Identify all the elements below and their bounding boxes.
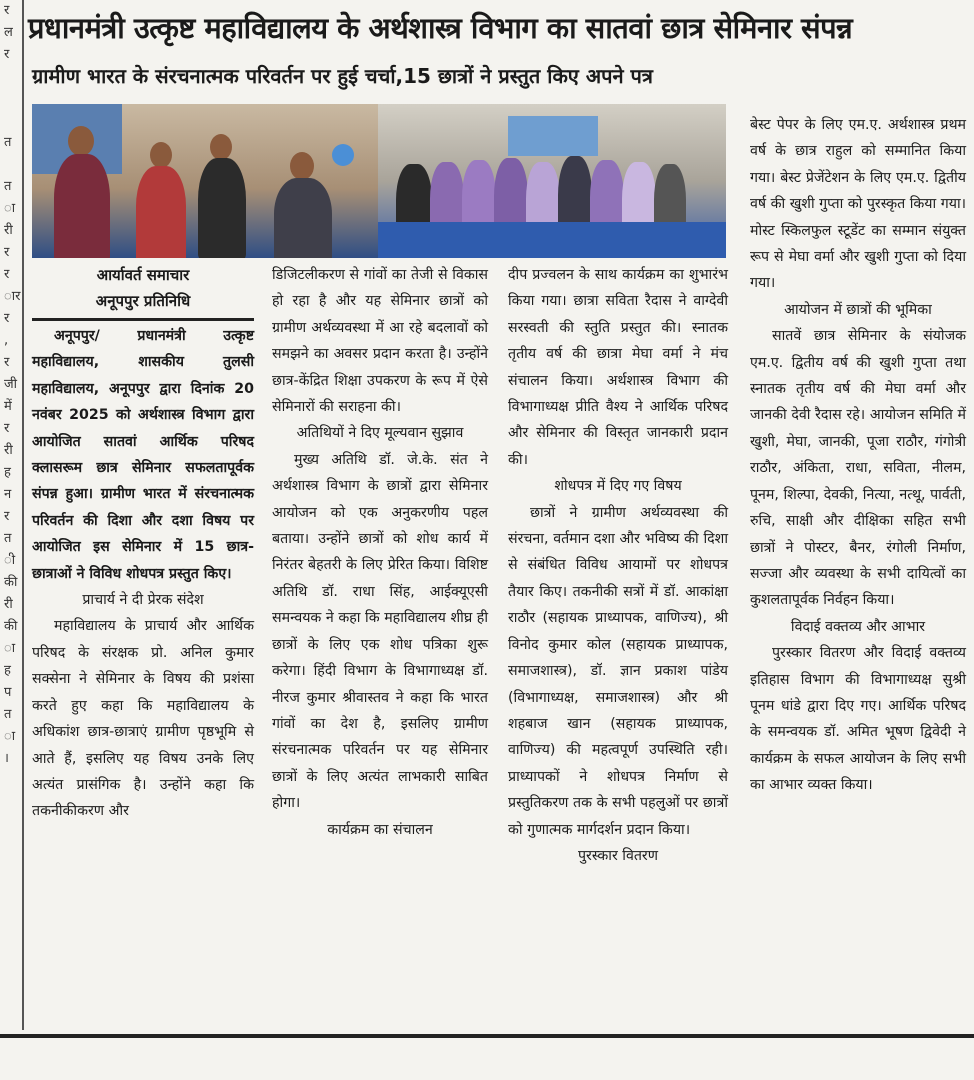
fragment-char: त <box>4 135 12 150</box>
fragment-char: की <box>4 619 18 634</box>
fragment-char <box>0 154 22 176</box>
section-subheading: आयोजन में छात्रों की भूमिका <box>784 301 932 318</box>
body-paragraph: मुख्य अतिथि डॉ. जे.के. संत ने अर्थशास्त्र विभाग के छात्रों द्वारा सेमिनार आयोजन को एक अनुकरणीय पहल बताया। उन्होंने छात्रों को शोध कार्य में निरंतर बेहतरी के लिए प्रेरित किया। विशिष्ट अतिथि डॉ. राधा सिंह, आईक्यूएसी समन्वयक ने कहा कि महाविद्यालय शीघ्र ही छात्रों के लिए एक शोध पत्रिका शुरू करेगा। हिंदी विभाग के विभागाध्यक्ष डॉ. नीरज कुमार श्रीवास्तव ने कहा कि भारत गांवों का देश है, इसलिए ग्रामीण संरचनात्मक परिवर्तन पर यह सेमिनार छात्रों के लिए अत्यंत लाभकारी साबित होगा। <box>272 451 488 812</box>
event-photo-award <box>32 104 378 258</box>
fragment-char: ल <box>4 25 13 40</box>
event-photo-group <box>378 104 726 258</box>
fragment-char: री <box>4 597 13 612</box>
fragment-char: र <box>4 421 10 436</box>
byline-rule <box>32 318 254 321</box>
newspaper-name: आर्यावर्त समाचार <box>96 266 190 284</box>
column-body <box>508 262 728 869</box>
body-paragraph: महाविद्यालय के प्राचार्य और आर्थिक परिषद के संरक्षक प्रो. अनिल कुमार सक्सेना ने सेमिनार के विषय की प्रशंसा करते हुए कहा कि महाविद्यालय के अधिकांश छात्र-छात्राएं ग्रामीण पृष्ठभूमि से आते हैं, इसलिए यह विषय उनके लिए अत्यंत प्रासंगिक है। उन्होंने कहा कि तकनीकीकरण और <box>32 618 254 820</box>
continued-paragraph: दीप प्रज्वलन के साथ कार्यक्रम का शुभारंभ किया गया। छात्रा सविता रैदास ने वाग्देवी सरस्वती की स्तुति प्रस्तुत की। स्नातक तृतीय वर्ष की छात्रा मेघा वर्मा ने मंच संचालन किया। अर्थशास्त्र विभाग की विभागाध्यक्ष प्रीति वैश्य ने आर्थिक परिषद और सेमिनार की विस्तृत जानकारी प्रदान की। <box>508 267 728 468</box>
article-column-2 <box>272 262 488 843</box>
page-bottom-rule <box>0 1034 974 1038</box>
column-body <box>32 323 254 825</box>
article-column-1 <box>32 262 254 825</box>
fragment-char: त <box>4 531 12 546</box>
fragment-char: न <box>4 487 12 502</box>
column-body <box>272 262 488 843</box>
fragment-char: ा <box>4 641 16 656</box>
fragment-char: ा <box>4 729 16 744</box>
fragment-char: ह <box>4 663 11 678</box>
fragment-char: त <box>4 707 12 722</box>
fragment-char: में <box>4 399 12 414</box>
fragment-char: ह <box>4 465 11 480</box>
headline: प्रधानमंत्री उत्कृष्ट महाविद्यालय के अर्थशास्त्र विभाग का सातवां छात्र सेमिनार संपन्न <box>28 11 853 45</box>
section-subheading: कार्यक्रम का संचालन <box>327 821 433 838</box>
fragment-char: जी <box>4 377 18 392</box>
body-paragraph: सातवें छात्र सेमिनार के संयोजक एम.ए. द्वितीय वर्ष की खुशी गुप्ता तथा स्नातक तृतीय वर्ष की मेघा वर्मा और जानकी देवी रैदास रहे। आयोजन समिति में खुशी, मेघा, जानकी, पूजा राठौर, गंगोत्री राठौर, अंकिता, राधा, सविता, नीलम, पूनम, शिल्पा, देवकी, नित्या, नत्थू, पार्वती, रुचि, साक्षी और दीक्षिका सहित सभी छात्रों ने पोस्टर, बैनर, रंगोली निर्माण, सज्जा और व्यवस्था के सभी दायित्वों का कुशलतापूर्वक निर्वहन किया। <box>750 328 966 609</box>
section-subheading: विदाई वक्तव्य और आभार <box>790 618 926 635</box>
reporter-credit: अनूपपुर प्रतिनिधि <box>95 292 191 310</box>
fragment-char: प <box>4 685 12 700</box>
body-paragraph: पुरस्कार वितरण और विदाई वक्तव्य इतिहास विभाग की विभागाध्यक्ष सुश्री पूनम धांडे द्वारा दिए गए। आर्थिक परिषद के समन्वयक डॉ. अमित भूषण द्विवेदी ने कार्यक्रम के सफल आयोजन के लिए सभी का आभार व्यक्त किया। <box>750 645 966 794</box>
fragment-char: र <box>4 245 10 260</box>
article-column-4 <box>750 112 966 799</box>
fragment-char: की <box>4 575 18 590</box>
fragment-char: र <box>4 355 10 370</box>
section-subheading: प्राचार्य ने दी प्रेरक संदेश <box>82 592 204 609</box>
fragment-char: । <box>4 751 9 766</box>
fragment-char: र <box>4 509 10 524</box>
continued-paragraph: डिजिटलीकरण से गांवों का तेजी से विकास हो रहा है और यह सेमिनार छात्रों को ग्रामीण अर्थव्यवस्था में आ रहे बदलावों को समझने का अवसर प्रदान करता है। उन्होंने छात्र-केंद्रित शिक्षा उपकरण के रूप में ऐसे सेमिनारों की सराहना की। <box>272 267 488 416</box>
section-subheading: पुरस्कार वितरण <box>578 847 658 864</box>
column-divider <box>22 0 24 1030</box>
fragment-char: री <box>4 443 13 458</box>
body-paragraph: छात्रों ने ग्रामीण अर्थव्यवस्था की संरचना, वर्तमान दशा और भविष्य की दिशा से संबंधित विविध आयामों पर शोधपत्र तैयार किए। तकनीकी सत्रों में डॉ. आकांक्षा राठौर (सहायक प्राध्यापक, वाणिज्य), श्री विनोद कुमार कोल (सहायक प्राध्यापक, समाजशास्त्र), डॉ. ज्ञान प्रकाश पांडेय (विभागाध्यक्ष, समाजशास्त्र) और श्री शहबाज खान (सहायक प्राध्यापक, वाणिज्य) की महत्वपूर्ण उपस्थिति रही। प्राध्यापकों ने शोधपत्र निर्माण से प्रस्तुतिकरण तक के सभी पहलुओं पर छात्रों को गुणात्मक मार्गदर्शन प्रदान किया। <box>508 504 728 838</box>
lead-paragraph: अनूपपुर/ प्रधानमंत्री उत्कृष्ट महाविद्यालय, शासकीय तुलसी महाविद्यालय, अनूपपुर द्वारा दिनांक 20 नवंबर 2025 को अर्थशास्त्र विभाग द्वारा आयोजित सातवां आर्थिक परिषद क्लासरूम छात्र सेमिनार सफलतापूर्वक संपन्न हुआ। ग्रामीण भारत में संरचनात्मक परिवर्तन की दिशा और दशा विषय पर आयोजित इस सेमिनार में 15 छात्र-छात्राओं ने विविध शोधपत्र प्रस्तुत किए। <box>32 328 254 582</box>
section-subheading: अतिथियों ने दिए मूल्यवान सुझाव <box>296 425 464 442</box>
fragment-char: त <box>4 179 12 194</box>
fragment-char <box>0 66 22 88</box>
fragment-char: र <box>4 267 10 282</box>
subheadline: ग्रामीण भारत के संरचनात्मक परिवर्तन पर हुई चर्चा,15 छात्रों ने प्रस्तुत किए अपने पत्र <box>32 64 653 88</box>
left-column-fragment <box>0 0 22 1000</box>
continued-paragraph: बेस्ट पेपर के लिए एम.ए. अर्थशास्त्र प्रथम वर्ष के छात्र राहुल को सम्मानित किया गया। बेस्ट प्रेजेंटेशन के लिए एम.ए. द्वितीय वर्ष की खुशी गुप्ता को पुरस्कृत किया गया। मोस्ट स्किलफुल स्टूडेंट का सम्मान संयुक्त रूप से मेघा वर्मा और खुशी गुप्ता को दिया गया। <box>750 117 966 292</box>
fragment-char <box>0 88 22 110</box>
fragment-char: र <box>4 311 10 326</box>
fragment-char: र <box>4 3 10 18</box>
section-subheading: शोधपत्र में दिए गए विषय <box>554 478 682 495</box>
fragment-char: र <box>4 47 10 62</box>
fragment-char: , <box>4 333 9 348</box>
fragment-char <box>0 110 22 132</box>
fragment-char: री <box>4 223 13 238</box>
article-column-3 <box>508 262 728 869</box>
fragment-char: ी <box>4 553 16 568</box>
column-body <box>750 112 966 799</box>
fragment-char: ार <box>4 289 21 304</box>
fragment-char: ा <box>4 201 16 216</box>
